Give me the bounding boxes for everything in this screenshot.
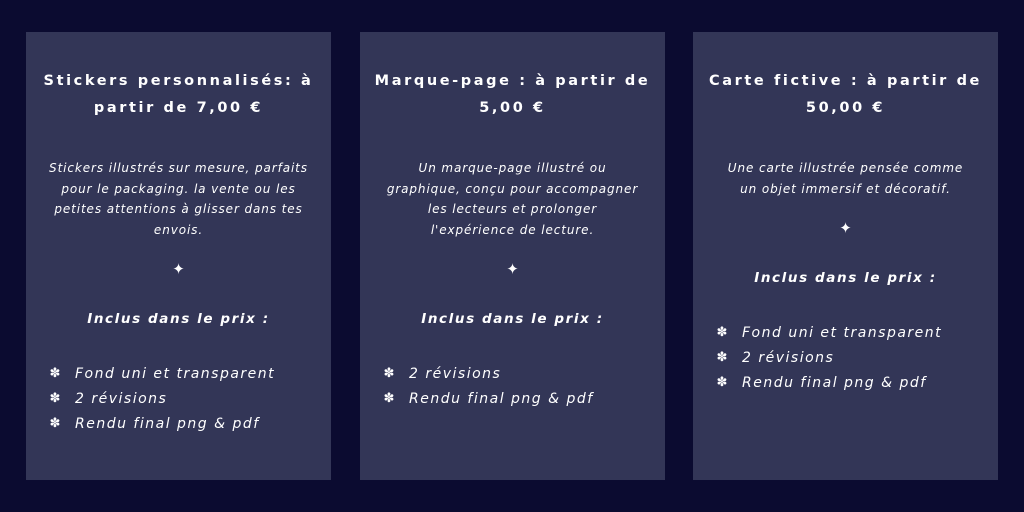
sparkle-icon: ✦ bbox=[172, 260, 185, 279]
list-item bbox=[703, 370, 988, 395]
list-item bbox=[370, 361, 655, 386]
included-list bbox=[370, 361, 655, 411]
card-description: Une carte illustrée pensée comme un objet immersif et décoratif. bbox=[727, 161, 964, 196]
sparkle-icon: ✦ bbox=[506, 260, 519, 279]
included-list bbox=[36, 361, 321, 436]
list-item bbox=[36, 386, 321, 411]
flower-bullet-icon: ✽ bbox=[49, 366, 61, 382]
included-list bbox=[703, 320, 988, 395]
included-title: Inclus dans le prix : bbox=[421, 311, 604, 328]
card-description: Un marque-page illustré ou graphique, conçu pour accompagner les lecteurs et prolonger l'expérience de lecture. bbox=[386, 161, 639, 237]
list-item-label: Fond uni et transparent bbox=[75, 365, 276, 382]
flower-bullet-icon: ✽ bbox=[49, 391, 61, 407]
pricing-card-bookmark bbox=[360, 32, 665, 480]
card-title: Stickers personnalisés: à partir de 7,00 € bbox=[43, 73, 314, 116]
pricing-card-stickers bbox=[26, 32, 331, 480]
included-title: Inclus dans le prix : bbox=[754, 270, 937, 287]
card-title: Marque-page : à partir de 5,00 € bbox=[374, 73, 651, 116]
flower-bullet-icon: ✽ bbox=[716, 375, 728, 391]
card-title: Carte fictive : à partir de 50,00 € bbox=[708, 73, 982, 116]
list-item-label: Fond uni et transparent bbox=[742, 324, 943, 341]
list-item bbox=[370, 386, 655, 411]
list-item bbox=[703, 345, 988, 370]
list-item-label: Rendu final png & pdf bbox=[75, 415, 260, 432]
flower-bullet-icon: ✽ bbox=[383, 366, 395, 382]
list-item-label: Rendu final png & pdf bbox=[742, 374, 927, 391]
flower-bullet-icon: ✽ bbox=[716, 350, 728, 366]
flower-bullet-icon: ✽ bbox=[716, 325, 728, 341]
list-item-label: Rendu final png & pdf bbox=[409, 390, 594, 407]
list-item bbox=[36, 361, 321, 386]
list-item-label: 2 révisions bbox=[742, 349, 835, 366]
list-item bbox=[703, 320, 988, 345]
card-description: Stickers illustrés sur mesure, parfaits pour le packaging. la vente ou les petites attentions à glisser dans tes envois. bbox=[49, 161, 308, 237]
sparkle-icon: ✦ bbox=[839, 219, 852, 238]
flower-bullet-icon: ✽ bbox=[49, 416, 61, 432]
pricing-card-fictional-map bbox=[693, 32, 998, 480]
list-item bbox=[36, 411, 321, 436]
included-title: Inclus dans le prix : bbox=[87, 311, 270, 328]
list-item-label: 2 révisions bbox=[75, 390, 168, 407]
flower-bullet-icon: ✽ bbox=[383, 391, 395, 407]
list-item-label: 2 révisions bbox=[409, 365, 502, 382]
